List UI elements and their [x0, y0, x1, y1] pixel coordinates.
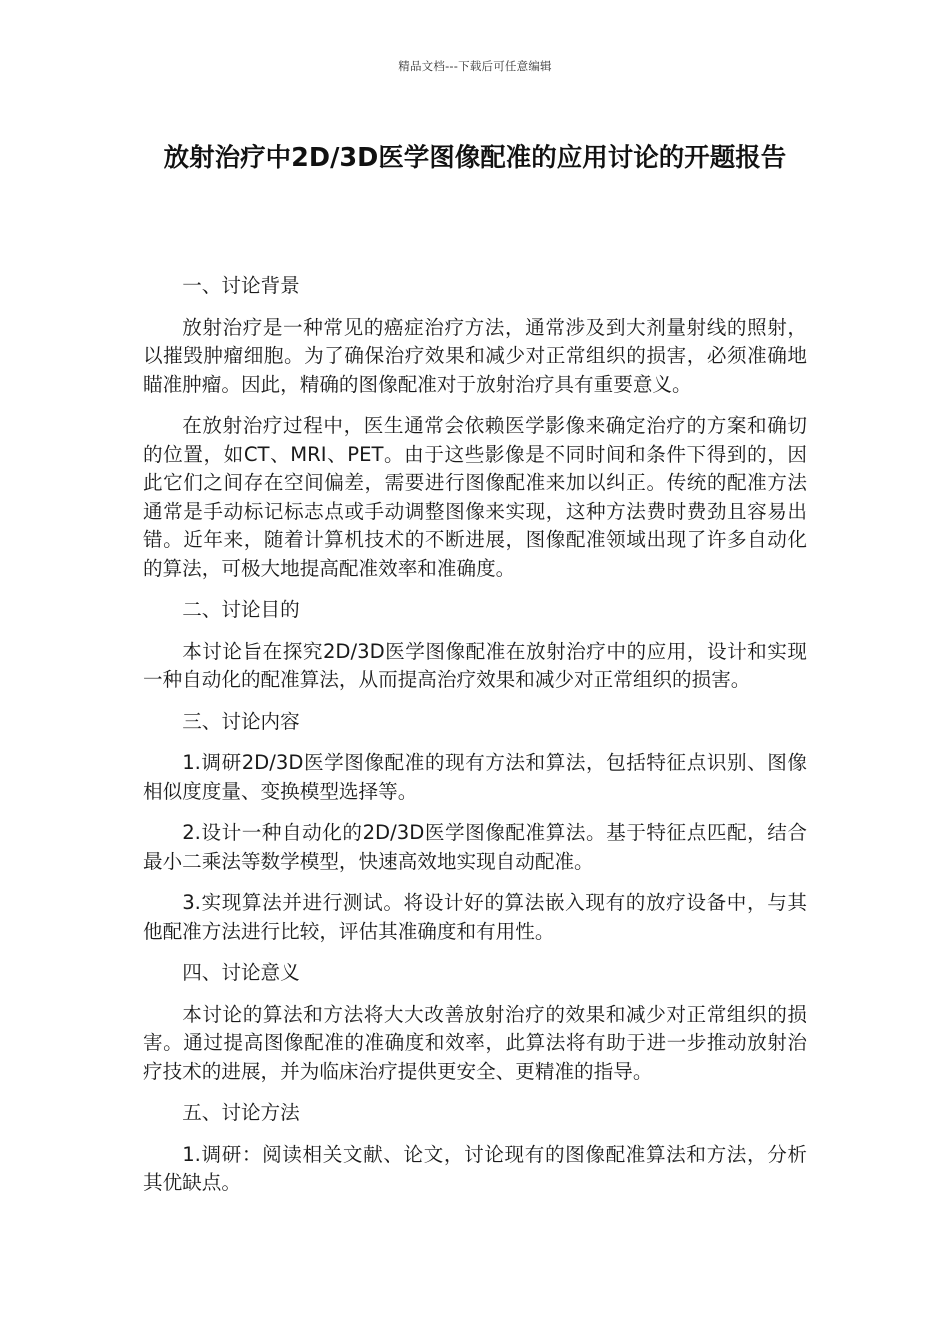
- list-item: 3.实现算法并进行测试。将设计好的算法嵌入现有的放疗设备中，与其他配准方法进行比较，评估其准确度和有用性。: [143, 891, 807, 943]
- list-item: 2.设计一种自动化的2D/3D医学图像配准算法。基于特征点匹配，结合最小二乘法等数学模型，快速高效地实现自动配准。: [143, 821, 807, 873]
- section-heading: 三、讨论内容: [182, 709, 300, 733]
- section-heading: 四、讨论意义: [182, 961, 300, 984]
- document-title: 放射治疗中2D/3D医学图像配准的应用讨论的开题报告: [163, 143, 787, 173]
- section-heading: 五、讨论方法: [182, 1101, 300, 1124]
- document-body: [143, 272, 807, 1211]
- paragraph: 在放射治疗过程中，医生通常会依赖医学影像来确定治疗的方案和确切的位置，如CT、MRI、PET。由于这些影像是不同时间和条件下得到的，因此它们之间存在空间偏差，需要进行图像配准来加以纠正。传统的配准方法通常是手动标记标志点或手动调整图像来实现，这种方法费时费劲且容易出错。近年来，随着计算机技术的不断进展，图像配准领域出现了许多自动化的算法，可极大地提高配准效率和准确度。: [143, 414, 807, 580]
- section-heading: 二、讨论目的: [182, 598, 300, 621]
- section-heading: 一、讨论背景: [182, 274, 300, 297]
- list-item: 1.调研2D/3D医学图像配准的现有方法和算法，包括特征点识别、图像相似度度量、变换模型选择等。: [143, 751, 807, 803]
- list-item: 1.调研：阅读相关文献、论文，讨论现有的图像配准算法和方法，分析其优缺点。: [143, 1142, 807, 1194]
- paragraph: 本讨论的算法和方法将大大改善放射治疗的效果和减少对正常组织的损害。通过提高图像配准的准确度和效率，此算法将有助于进一步推动放射治疗技术的进展，并为临床治疗提供更安全、更精准的指导。: [143, 1002, 807, 1083]
- header-note: 精品文档---下载后可任意编辑: [398, 59, 552, 73]
- paragraph: 本讨论旨在探究2D/3D医学图像配准在放射治疗中的应用，设计和实现一种自动化的配准算法，从而提高治疗效果和减少对正常组织的损害。: [143, 639, 807, 691]
- paragraph: 放射治疗是一种常见的癌症治疗方法，通常涉及到大剂量射线的照射，以摧毁肿瘤细胞。为了确保治疗效果和减少对正常组织的损害，必须准确地瞄准肿瘤。因此，精确的图像配准对于放射治疗具有重要意义。: [143, 315, 807, 396]
